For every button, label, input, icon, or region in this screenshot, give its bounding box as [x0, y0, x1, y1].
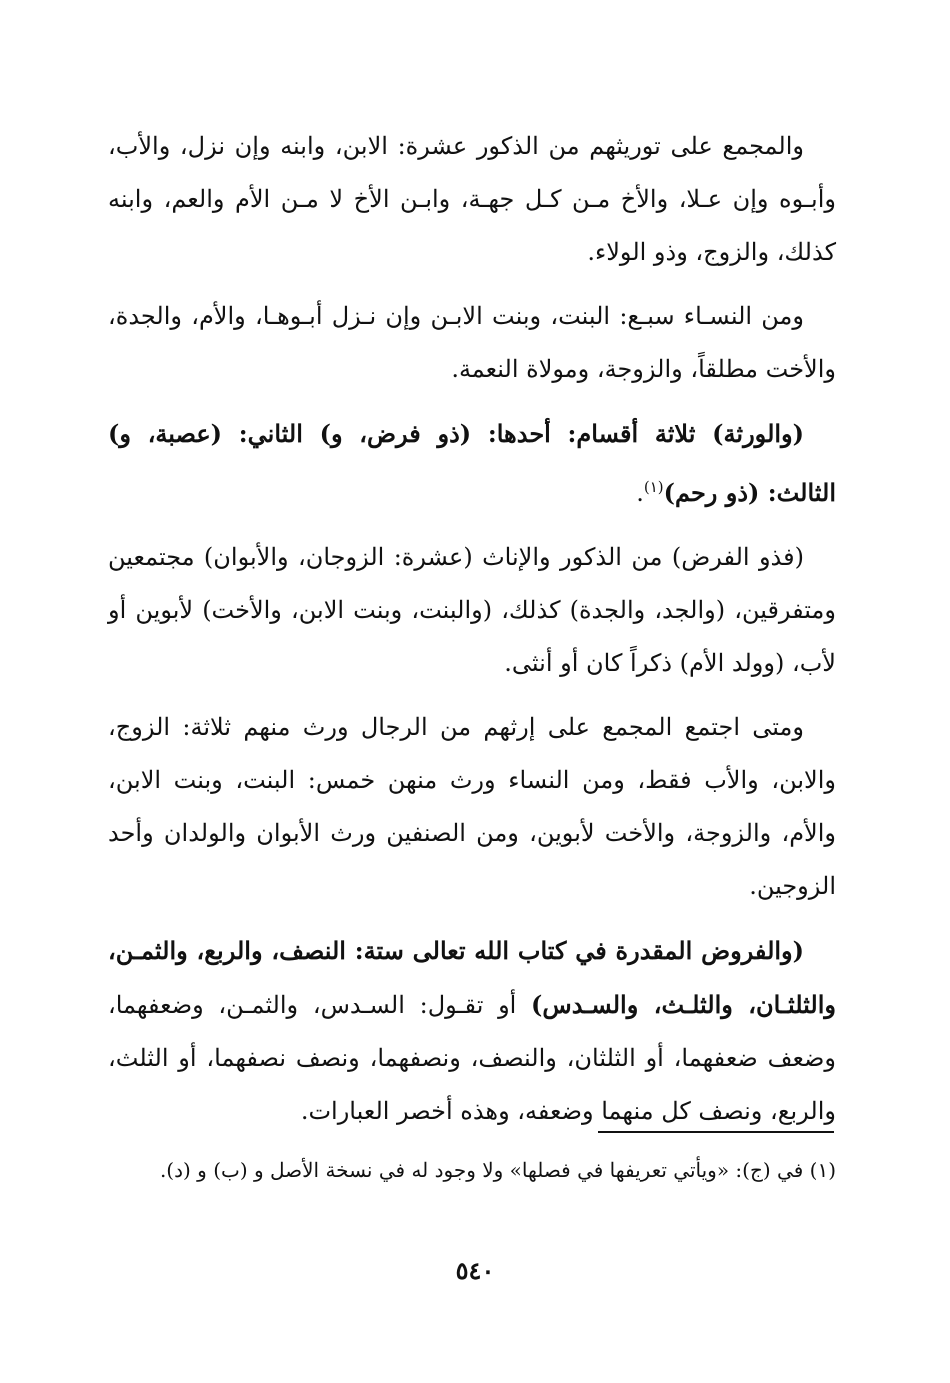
paragraph-text: أو تقـول: السـدس، والثمـن، وضعفهما، وضعف ضعفهما، أو الثلثان، والنصف، ونصفهما، ونصف نصفهما، أو الثلث، والربع، ونصف كل منهما وضعفه، وهذه أخصر العبارات.: [108, 991, 836, 1125]
main-text: [108, 120, 836, 1149]
paragraph-combined-heirs: [108, 701, 836, 913]
footnote-marker: (١): [643, 478, 664, 496]
paragraph-text: ومتى اجتمع المجمع على إرثهم من الرجال ورث منهم ثلاثة: الزوج، والابن، والأب فقط، ومن النساء ورث منهن خمس: البنت، وبنت الابن، والأم، والزوجة، والأخت لأبوين، ومن الصنفين ورث الأبوان والولدان وأحد الزوجين.: [108, 713, 836, 900]
footnote-separator: [598, 1131, 834, 1133]
paragraph-male-heirs: [108, 120, 836, 279]
paragraph-text: والمجمع على توريثهم من الذكور عشرة: الابن، وابنه وإن نزل، والأب، وأبـوه وإن عـلا، والأخ مـن كـل جهـة، وابـن الأخ لا مـن الأم والعم، وابنه كذلك، والزوج، وذو الولاء.: [108, 132, 836, 266]
paragraph-text-bold: (والفروض المقدرة في كتاب الله تعالى ستة: النصف، والربع، والثمـن، والثلثـان، والثلـث، والسـدس): [108, 936, 836, 1019]
footnote-text: (١) في (ج): «ويأتي تعريفها في فصلها» ولا وجود له في نسخة الأصل و (ب) و (د).: [159, 1158, 836, 1182]
paragraph-text: (فذو الفرض) من الذكور والإناث (عشرة: الزوجان، والأبوان) مجتمعين ومتفرقين، (والجد، والجدة) كذلك، (والبنت، وبنت الابن، والأخت) لأبوين أو لأب، (وولد الأم) ذكراً كان أو أنثى.: [108, 543, 836, 677]
paragraph-text-bold: (والورثة) ثلاثة أقسام: أحدها: (ذو فرض، و) الثاني: (عصبة، و) الثالث: (ذو رحم): [108, 419, 836, 507]
page-number: ٥٤٠: [455, 1256, 495, 1285]
paragraph-text: ومن النسـاء سبـع: البنت، وبنت الابـن وإن نـزل أبـوهـا، والأم، والجدة، والأخت مطلقاً، والزوجة، ومولاة النعمة.: [108, 302, 836, 383]
footnote: [108, 1152, 836, 1188]
paragraph-text: .: [636, 479, 644, 507]
paragraph-heir-categories: [108, 407, 836, 520]
paragraph-fixed-share-heirs: [108, 531, 836, 690]
paragraph-female-heirs: [108, 290, 836, 396]
paragraph-prescribed-shares: [108, 924, 836, 1138]
